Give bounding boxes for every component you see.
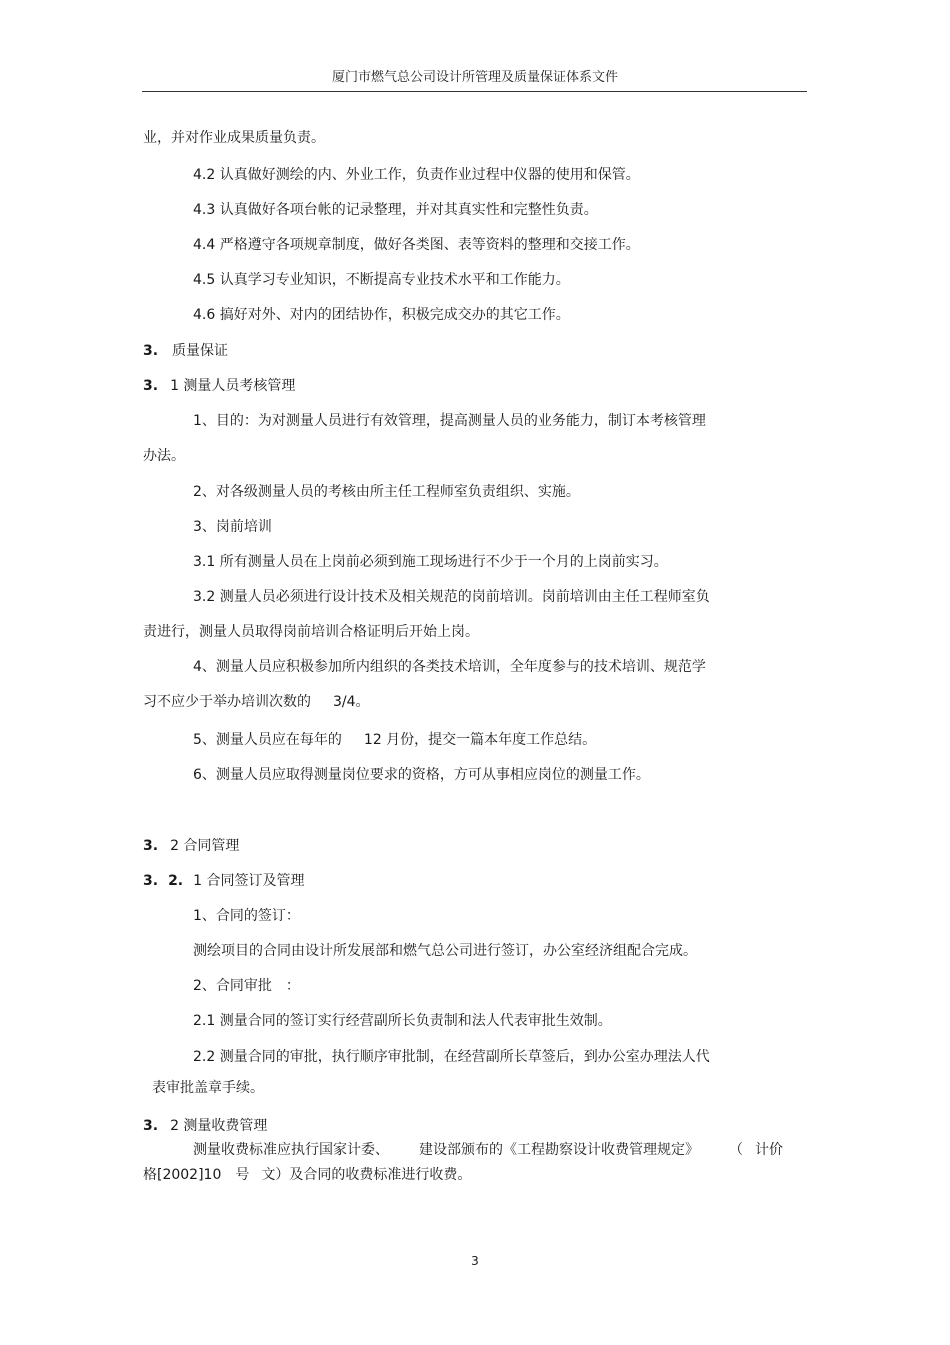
paragraph-line: 3.2 测量人员必须进行设计技术及相关规范的岗前培训。岗前培训由主任工程师室负	[193, 589, 710, 605]
paragraph-line	[193, 731, 596, 749]
paragraph-line: 办法。	[143, 448, 185, 464]
page-number: 3	[471, 1254, 479, 1268]
text-segment: 文）及合同的收费标准进行收费。	[261, 1167, 472, 1183]
text-segment: 计价	[755, 1142, 783, 1158]
section-title: 2 合同管理	[170, 838, 240, 854]
paragraph-line: 4.4 严格遵守各项规章制度，做好各类图、表等资料的整理和交接工作。	[193, 237, 640, 253]
section-title: 1 合同签订及管理	[193, 873, 305, 889]
paragraph-line: 责进行，测量人员取得岗前培训合格证明后开始上岗。	[143, 624, 479, 640]
section-title: 1 测量人员考核管理	[170, 378, 296, 394]
paragraph-line	[143, 693, 370, 711]
paragraph-line: 2.2 测量合同的审批，执行顺序审批制，在经营副所长草签后，到办公室办理法人代	[193, 1049, 710, 1065]
paragraph-line: 1、合同的签订：	[193, 908, 300, 924]
section-number: 3.	[143, 343, 159, 359]
section-heading	[143, 1117, 267, 1135]
paragraph-line	[193, 1141, 783, 1159]
text-segment: ：	[285, 978, 300, 994]
text-segment: 号	[235, 1167, 250, 1183]
text-segment: 5、测量人员应在每年的	[193, 732, 342, 748]
section-number: 3.	[143, 1118, 159, 1134]
paragraph-line: 4.2 认真做好测绘的内、外业工作，负责作业过程中仪器的使用和保管。	[193, 167, 640, 183]
paragraph-line: 2.1 测量合同的签订实行经营副所长负责制和法人代表审批生效制。	[193, 1013, 612, 1029]
paragraph-line: 6、测量人员应取得测量岗位要求的资格，方可从事相应岗位的测量工作。	[193, 767, 650, 783]
section-heading	[143, 872, 304, 890]
paragraph-line: 3.1 所有测量人员在上岗前必须到施工现场进行不少于一个月的上岗前实习。	[193, 554, 668, 570]
section-title: 质量保证	[172, 343, 229, 359]
paragraph-line: 4、测量人员应积极参加所内组织的各类技术培训，全年度参与的技术培训、规范学	[193, 659, 706, 675]
section-number: 3.	[143, 873, 159, 889]
text-segment: 建设部颁布的《工程勘察设计收费管理规定》	[419, 1142, 699, 1158]
header-rule	[142, 91, 807, 92]
paragraph-line: 4.6 搞好对外、对内的团结协作，积极完成交办的其它工作。	[193, 307, 570, 323]
paragraph-line	[193, 977, 300, 995]
section-heading	[143, 342, 228, 360]
section-title: 2 测量收费管理	[170, 1118, 268, 1134]
section-heading	[143, 377, 295, 395]
section-heading	[143, 837, 239, 855]
text-segment: 测量收费标准应执行国家计委、	[193, 1142, 389, 1158]
text-segment: 习不应少于举办培训次数的	[143, 694, 311, 710]
text-segment: （	[729, 1142, 743, 1158]
section-number: 2.	[168, 873, 184, 889]
paragraph-line: 4.5 认真学习专业知识，不断提高专业技术水平和工作能力。	[193, 272, 570, 288]
paragraph-line: 表审批盖章手续。	[152, 1080, 264, 1096]
text-segment: 12 月份，提交一篇本年度工作总结。	[363, 732, 597, 748]
section-number: 3.	[143, 838, 159, 854]
text-segment: 2、合同审批	[193, 978, 272, 994]
paragraph-line: 业，并对作业成果质量负责。	[143, 130, 325, 146]
paragraph-line: 4.3 认真做好各项台帐的记录整理，并对其真实性和完整性负责。	[193, 202, 598, 218]
paragraph-line: 3、岗前培训	[193, 519, 272, 535]
paragraph-line	[143, 1166, 471, 1184]
paragraph-line: 2、对各级测量人员的考核由所主任工程师室负责组织、实施。	[193, 484, 580, 500]
text-segment: 格[2002]10	[143, 1167, 222, 1183]
text-segment: 3/4。	[333, 694, 370, 710]
page-header: 厦门市燃气总公司设计所管理及质量保证体系文件	[331, 70, 618, 85]
section-number: 3.	[143, 378, 159, 394]
paragraph-line: 1、目的：为对测量人员进行有效管理，提高测量人员的业务能力，制订本考核管理	[193, 413, 706, 429]
paragraph-line: 测绘项目的合同由设计所发展部和燃气总公司进行签订，办公室经济组配合完成。	[193, 943, 697, 959]
